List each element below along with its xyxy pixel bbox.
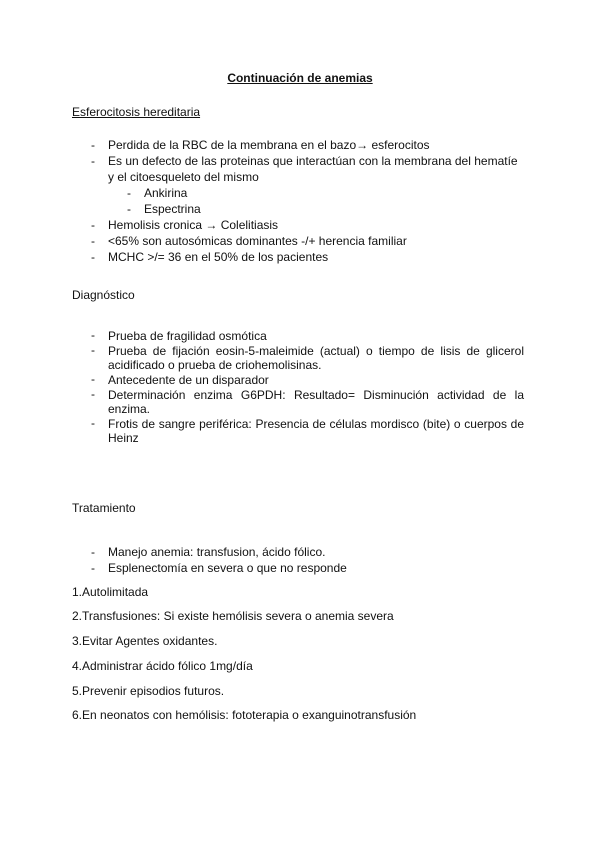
numbered-item-2: 2.Transfusiones: Si existe hemólisis severa o anemia severa (72, 609, 394, 623)
page-title: Continuación de anemias (227, 71, 373, 85)
list-item: - Prueba de fragilidad osmótica (0, 328, 600, 343)
section-heading-diagnostico: Diagnóstico (72, 288, 135, 302)
list-item: - MCHC >/= 36 en el 50% de los pacientes (0, 249, 600, 265)
list-item-sub: - Espectrina (0, 201, 600, 217)
list-item: - Hemolisis cronica → Colelitiasis (0, 217, 600, 233)
list-item: - Antecedente de un disparador (0, 372, 600, 387)
list-item: - Perdida de la RBC de la membrana en el bazo→ esferocitos (0, 137, 600, 153)
list-item: - Es un defecto de las proteinas que interactúan con la membrana del hematíe y el citoesqueleto del mismo (0, 153, 600, 185)
diagnostico-list (0, 328, 600, 445)
numbered-item-6: 6.En neonatos con hemólisis: fototerapia o exanguinotransfusión (72, 708, 417, 722)
numbered-item-4: 4.Administrar ácido fólico 1mg/día (72, 659, 253, 673)
list-item: - Esplenectomía en severa o que no responde (0, 560, 600, 576)
tratamiento-list (0, 544, 600, 576)
list-item: - Manejo anemia: transfusion, ácido fólico. (0, 544, 600, 560)
list-item: - <65% son autosómicas dominantes -/+ herencia familiar (0, 233, 600, 249)
list-item-sub: - Ankirina (0, 185, 600, 201)
section-heading-tratamiento: Tratamiento (72, 501, 136, 515)
list-item: - Determinación enzima G6PDH: Resultado= Disminución actividad de la enzima. (0, 387, 600, 416)
numbered-item-5: 5.Prevenir episodios futuros. (72, 684, 225, 698)
section-heading-esferocitosis: Esferocitosis hereditaria (72, 105, 201, 119)
numbered-item-3: 3.Evitar Agentes oxidantes. (72, 634, 218, 648)
esferocitosis-list (0, 137, 600, 265)
list-item: - Prueba de fijación eosin-5-maleimide (actual) o tiempo de lisis de glicerol acidificado o prueba de criohemolisinas. (0, 343, 600, 372)
numbered-item-1: 1.Autolimitada (72, 585, 149, 599)
list-item: - Frotis de sangre periférica: Presencia de células mordisco (bite) o cuerpos de Heinz (0, 416, 600, 445)
